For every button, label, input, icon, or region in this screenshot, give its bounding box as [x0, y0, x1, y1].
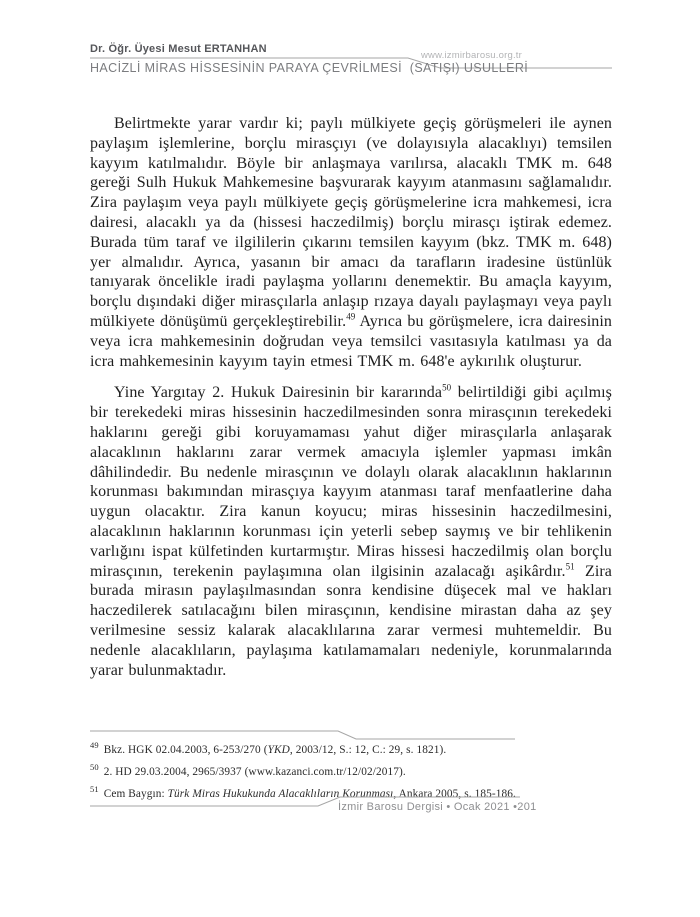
paragraph: Belirtmekte yarar vardır ki; paylı mülkiyete geçiş görüşmeleri ile aynen paylaşım işlemlerine, borçlu mirasçıyı (ve dolayısıyla alacaklıyı) temsilen kayyım katılmalıdır. Böyle bir anlaşmaya varılırsa, alacaklı TMK m. 648 gereği Sulh Hukuk Mahkemesine başvurarak kayyım atanmasını sağlamalıdır. Zira paylaşım veya paylı mülkiyete geçiş görüşmelerine icra mahkemesi, icra dairesi, alacaklı ya da (hissesi haczedilmiş) borçlu mirasçı iştirak edemez. Burada tüm taraf ve ilgililerin çıkarını temsilen kayyım (bkz. TMK m. 648) yer almalıdır. Ayrıca, yasanın bir amacı da tarafların iradesine üstünlük tanıyarak öncelikle iradi paylaşma yollarını denemektir. Bu amaçla kayyım, borçlu dışındaki diğer mirasçılarla anlaşıp rızaya dayalı paylaşmayı veya paylı mülkiyete dönüşümü gerçekleştirebilir.$^{49}$ Ayrıca bu görüşmelere, icra dairesinin veya icra mahkemesinin doğrudan veya temsilci vasıtasıyla katılması ya da icra mahkemesinin kayyım tayin etmesi TMK m. 648'e aykırılık oluşturur. — [90, 115, 613, 370]
footnote: $^{51}$ Cem Baygın: Türk Miras Hukukunda Alacaklıların Korunması, Ankara 2005, s. 185-186. — [90, 784, 516, 800]
footnotes — [90, 740, 612, 809]
footnote: $^{49}$ Bkz. HGK 02.04.2003, 6-253/270 (YKD, 2003/12, S.: 12, C.: 29, s. 1821). — [90, 740, 447, 756]
italic-text: Türk Miras Hukukunda Alacaklıların Korunması — [167, 788, 394, 800]
footnote-number: 49 — [90, 740, 99, 751]
footnote-number: 51 — [90, 784, 99, 795]
article-body — [90, 114, 612, 680]
article-title: HACİZLİ MİRAS HİSSESİNİN PARAYA ÇEVRİLMESİ (SATIŞI) USULLERİ — [90, 61, 529, 75]
footnote-reference: 49 — [346, 311, 356, 322]
journal-issue-line: İzmir Barosu Dergisi • Ocak 2021 • — [338, 801, 518, 813]
page-number: 201 — [517, 801, 537, 813]
journal-website: www.izmirbarosu.org.tr — [420, 50, 522, 61]
paragraph: Yine Yargıtay 2. Hukuk Dairesinin bir kararında$^{50}$ belirtildiği gibi açılmış bir terekedeki miras hissesinin haczedilmesinden sonra mirasçının terekedeki haklarını gereği gibi koruyamaması yahut diğer mirasçılarla anlaşarak alacaklının haklarını zarar vermek amacıyla işlemler yapması imkân dâhilindedir. Bu nedenle mirasçının ve dolaylı olarak alacaklının haklarının korunması bakımından mirasçıya kayyım atanması taraf menfaatlerine daha uygun olacaktır. Zira kanun koyucu; miras hissesinin haczedilmesini, alacaklının haklarının korunması için yeterli sebep saymış ve bir tehlikenin varlığını ispat külfetinden kurtarmıştır. Miras hissesi haczedilmiş olan borçlu mirasçının, terekenin paylaşımına olan ilgisinin azalacağı aşikârdır.$^{51}$ Zira burada mirasın paylaşılmasından sonra kendisine düşecek mal ve hakları haczedilerek satılacağını bilen mirasçının, kendisine mirastan daha az şey verilmesine sessiz kalarak alacaklılarına zarar vermesi muhtemeldir. Bu nedenle alacaklıların, paylaşıma katılamamaları nedeniyle, korunmalarında yarar bulunmaktadır. — [90, 383, 613, 679]
footnote-reference: 50 — [442, 383, 452, 394]
footnote: $^{50}$ 2. HD 29.03.2004, 2965/3937 (www.kazanci.com.tr/12/02/2017). — [90, 762, 406, 778]
footnote-reference: 51 — [565, 561, 575, 572]
italic-text: YKD — [267, 744, 290, 756]
author-name: Dr. Öğr. Üyesi Mesut ERTANHAN — [90, 43, 267, 55]
page-footer — [338, 801, 537, 813]
footnote-number: 50 — [90, 762, 99, 773]
footnote-separator-rule — [90, 730, 516, 741]
